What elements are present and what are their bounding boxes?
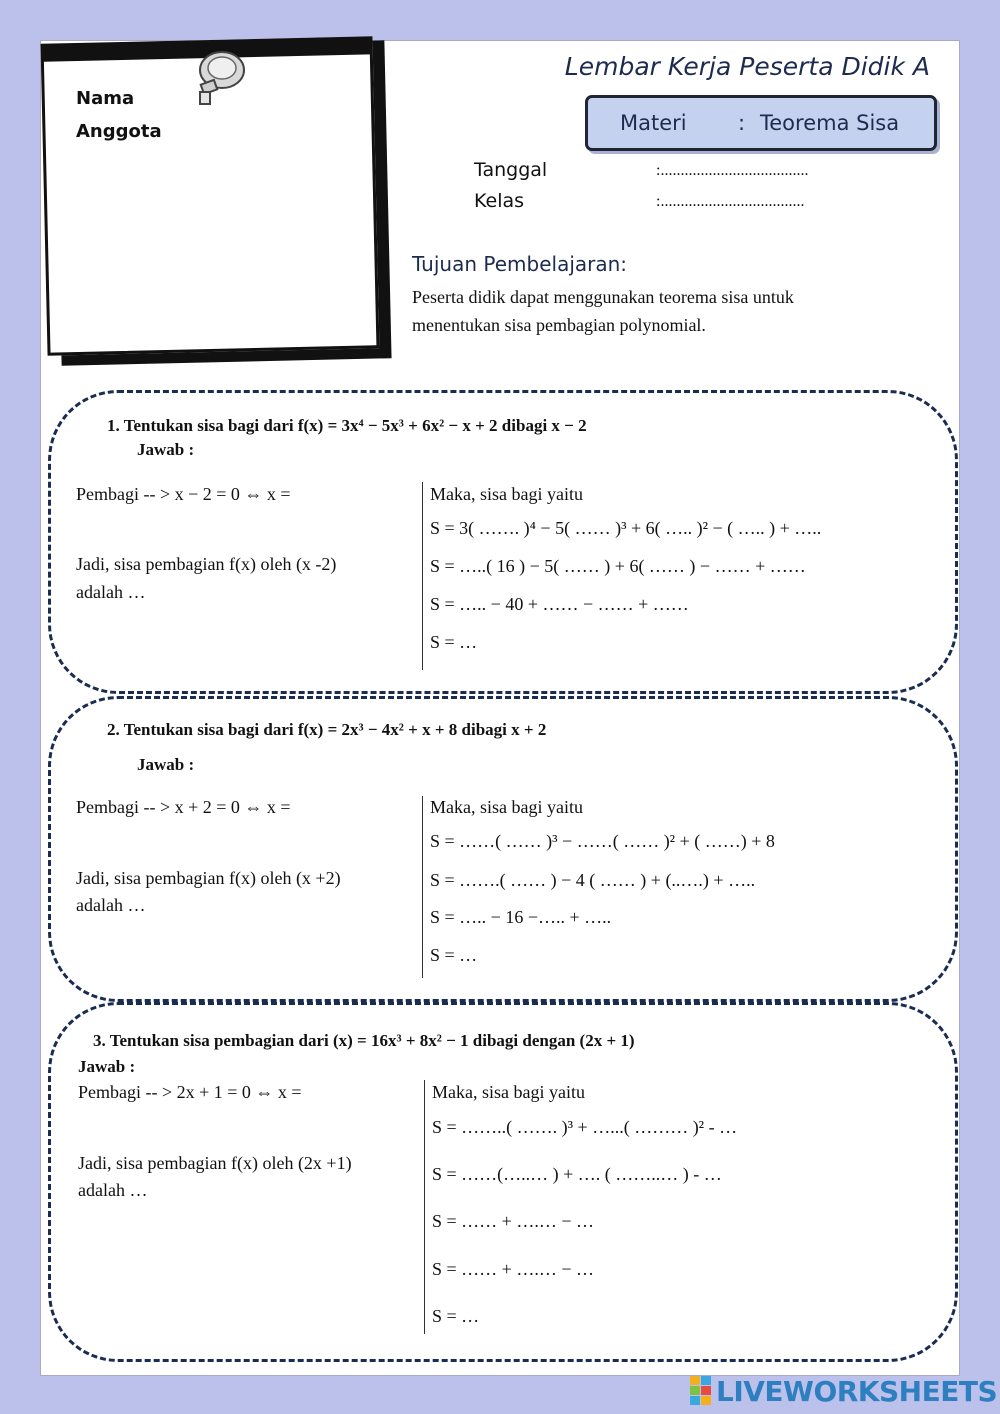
q3-divider <box>424 1080 425 1334</box>
question-1-jawab: Jawab : <box>137 440 195 459</box>
q3-maka: Maka, sisa bagi yaitu <box>432 1082 585 1102</box>
q1-line-3[interactable]: S = ….. − 40 + …… − …… + …… <box>430 594 689 614</box>
q1-maka: Maka, sisa bagi yaitu <box>430 484 583 504</box>
tujuan-text: Peserta didik dapat menggunakan teorema sisa untuk menentukan sisa pembagian polynomial. <box>412 287 794 335</box>
q1-divider <box>422 482 423 670</box>
q2-divider <box>422 796 423 978</box>
q3-line-3[interactable]: S = …… + ….… − … <box>432 1211 594 1231</box>
kelas-label: Kelas <box>474 190 525 212</box>
q3-line-2[interactable]: S = ……(…..… ) + …. ( ……..… ) - … <box>432 1164 722 1184</box>
kelas-field[interactable]: :.................................... <box>656 193 805 210</box>
q3-line-5[interactable]: S = … <box>432 1306 480 1326</box>
q1-line-1[interactable]: S = 3( ……. )⁴ − 5( …… )³ + 6( ….. )² − ( ….. ) + ….. <box>430 518 822 538</box>
q2-jadi: Jadi, sisa pembagian f(x) oleh (x +2) <box>76 868 341 888</box>
liveworksheets-icon <box>690 1376 712 1406</box>
liveworksheets-wordmark: LIVEWORKSHEETS <box>716 1374 998 1408</box>
tujuan-heading: Tujuan Pembelajaran: <box>412 252 628 276</box>
q1-line-2[interactable]: S = …..( 16 ) − 5( …… ) + 6( …… ) − …… + …… <box>430 556 806 576</box>
q1-pembagi: Pembagi -- > x − 2 = 0 ⇔ x = <box>76 484 291 504</box>
materi-label: Materi <box>620 111 687 135</box>
q1-line-4[interactable]: S = … <box>430 632 478 652</box>
question-2-jawab: Jawab : <box>137 755 195 774</box>
question-1-text: 1. Tentukan sisa bagi dari f(x) = 3x⁴ − 5x³ + 6x² − x + 2 dibagi x − 2 <box>107 416 587 435</box>
q2-line-4[interactable]: S = … <box>430 945 478 965</box>
question-3-jawab: Jawab : <box>78 1057 136 1076</box>
q2-line-1[interactable]: S = ……( …… )³ − ……( …… )² + ( ……) + 8 <box>430 831 775 851</box>
q3-line-4[interactable]: S = …… + ….… − … <box>432 1259 594 1279</box>
q2-line-3[interactable]: S = ….. − 16 −….. + ….. <box>430 907 612 927</box>
question-3-text: 3. Tentukan sisa pembagian dari (x) = 16x³ + 8x² − 1 dibagi dengan (2x + 1) <box>93 1031 635 1050</box>
tanggal-field[interactable]: :..................................... <box>656 162 809 179</box>
question-2-text: 2. Tentukan sisa bagi dari f(x) = 2x³ − 4x² + x + 8 dibagi x + 2 <box>107 720 547 739</box>
materi-box <box>585 95 937 151</box>
q3-jadi: Jadi, sisa pembagian f(x) oleh (2x +1) <box>78 1153 352 1173</box>
liveworksheets-logo <box>690 1372 997 1410</box>
q3-adalah: adalah … <box>78 1180 148 1200</box>
page-title: Lembar Kerja Peserta Didik A <box>564 52 930 81</box>
q1-jadi: Jadi, sisa pembagian f(x) oleh (x -2) <box>76 554 337 574</box>
q3-line-1[interactable]: S = ……..( ……. )³ + …...( ……… )² - … <box>432 1117 738 1137</box>
q2-adalah: adalah … <box>76 895 146 915</box>
nama-label: Nama <box>76 88 135 109</box>
tanggal-label: Tanggal <box>474 159 548 181</box>
q1-adalah: adalah … <box>76 582 146 602</box>
q3-pembagi: Pembagi -- > 2x + 1 = 0 ⇔ x = <box>78 1082 302 1102</box>
q2-pembagi: Pembagi -- > x + 2 = 0 ⇔ x = <box>76 797 291 817</box>
anggota-label: Anggota <box>76 121 162 142</box>
q2-maka: Maka, sisa bagi yaitu <box>430 797 583 817</box>
q2-line-2[interactable]: S = …….( …… ) − 4 ( …… ) + (..….) + ….. <box>430 870 756 890</box>
materi-value: Teorema Sisa <box>760 111 900 135</box>
materi-separator: : <box>738 111 746 135</box>
pushpin-icon <box>188 48 248 110</box>
